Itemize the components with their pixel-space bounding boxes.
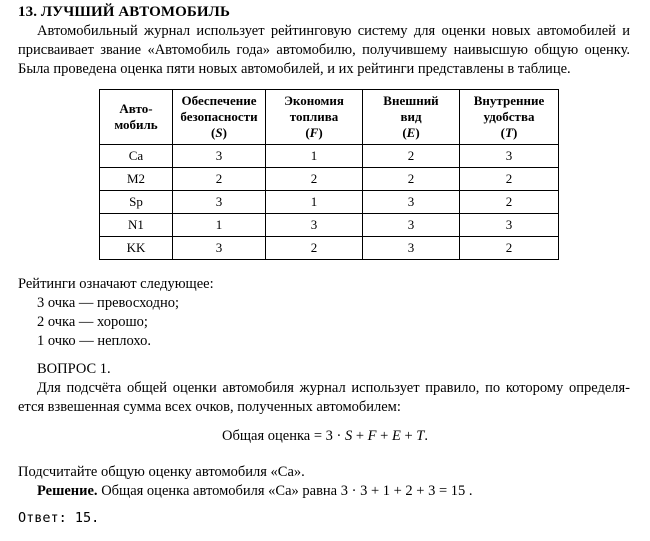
- cell-safety: 3: [173, 191, 266, 214]
- cell-car: Ca: [100, 145, 173, 168]
- score-formula: [0, 428, 650, 445]
- cell-exterior: 2: [363, 145, 460, 168]
- header-exterior-line1: Внешний: [383, 93, 439, 108]
- header-interior-var: T: [505, 125, 513, 140]
- cell-car: M2: [100, 168, 173, 191]
- header-fuel-line2: топлива: [289, 109, 339, 124]
- cell-interior: 2: [460, 191, 559, 214]
- formula-var-t: T: [416, 428, 425, 444]
- question-title: ВОПРОС 1.: [37, 361, 111, 377]
- meaning-item: 3 очка — превосходно;: [37, 295, 180, 311]
- formula-plus: +: [400, 428, 417, 444]
- header-fuel: Экономия топлива (F): [266, 90, 363, 145]
- table-row: [100, 145, 559, 168]
- header-car: [100, 90, 173, 145]
- formula-plus: +: [376, 428, 392, 444]
- header-exterior-var: E: [406, 125, 416, 140]
- table-row: [100, 214, 559, 237]
- task-text: Подсчитайте общую оценку автомобиля «Ca».: [18, 464, 305, 480]
- intro-paragraph: [18, 22, 630, 79]
- cell-exterior: 3: [363, 237, 460, 260]
- cell-fuel: 1: [266, 145, 363, 168]
- header-exterior-line2: вид: [400, 109, 422, 124]
- meaning-item: 1 очко — неплохо.: [37, 333, 152, 349]
- table-row: [100, 191, 559, 214]
- formula-lhs: Общая оценка = 3 ·: [222, 428, 345, 444]
- intro-text: Автомобильный журнал использует рейтинговую систему для оценки новых автомобилей и присваивает звание «Автомобиль года» автомобилю, получившему наивысшую общую оценку. Была проведена оценка пяти новых автомобилей, и их рейтинги представлены в таблице.: [18, 23, 630, 77]
- cell-interior: 2: [460, 168, 559, 191]
- cell-safety: 1: [173, 214, 266, 237]
- ratings-table: [99, 89, 559, 260]
- cell-safety: 2: [173, 168, 266, 191]
- cell-safety: 3: [173, 237, 266, 260]
- question-text: [18, 379, 630, 417]
- table-row: [100, 237, 559, 260]
- header-exterior: Внешний вид (E): [363, 90, 460, 145]
- header-interior: Внутренние удобства (T): [460, 90, 559, 145]
- cell-fuel: 3: [266, 214, 363, 237]
- question-text-body: Для подсчёта общей оценки автомобиля журнал использует правило, по которому определя-ется взвешенная сумма всех очков, полученных автомобилем:: [18, 380, 630, 415]
- formula-var-s: S: [344, 428, 353, 444]
- header-car-line2: мобиль: [114, 117, 158, 132]
- problem-title: 13. ЛУЧШИЙ АВТОМОБИЛЬ: [18, 4, 230, 20]
- cell-car: KK: [100, 237, 173, 260]
- header-safety: Обеспечение безопасности (S): [173, 90, 266, 145]
- question-block: [18, 360, 630, 417]
- answer-text: Ответ: 15.: [18, 510, 100, 526]
- cell-fuel: 1: [266, 191, 363, 214]
- header-safety-line1: Обеспечение: [181, 93, 257, 108]
- cell-exterior: 3: [363, 214, 460, 237]
- formula-end: .: [424, 428, 428, 444]
- meaning-item: 2 очка — хорошо;: [37, 314, 148, 330]
- cell-safety: 3: [173, 145, 266, 168]
- formula-var-f: F: [367, 428, 377, 444]
- solution-text: Общая оценка автомобиля «Ca» равна 3 · 3 + 1 + 2 + 3 = 15 .: [97, 483, 473, 499]
- header-car-line1: Авто-: [119, 101, 153, 116]
- cell-car: Sp: [100, 191, 173, 214]
- cell-exterior: 2: [363, 168, 460, 191]
- cell-fuel: 2: [266, 168, 363, 191]
- ratings-meaning: [18, 275, 214, 351]
- cell-interior: 3: [460, 214, 559, 237]
- solution-block: [37, 482, 473, 501]
- cell-interior: 3: [460, 145, 559, 168]
- header-fuel-var: F: [309, 125, 319, 140]
- formula-plus: +: [352, 428, 368, 444]
- cell-fuel: 2: [266, 237, 363, 260]
- cell-exterior: 3: [363, 191, 460, 214]
- cell-car: N1: [100, 214, 173, 237]
- header-safety-line2: безопасности: [180, 109, 258, 124]
- header-fuel-line1: Экономия: [284, 93, 344, 108]
- header-interior-line1: Внутренние: [473, 93, 545, 108]
- table-header-row: [100, 90, 559, 145]
- header-safety-var: S: [215, 125, 223, 140]
- table-row: [100, 168, 559, 191]
- solution-lead: Решение.: [37, 483, 98, 499]
- cell-interior: 2: [460, 237, 559, 260]
- formula-var-e: E: [391, 428, 401, 444]
- header-interior-line2: удобства: [483, 109, 535, 124]
- meaning-heading: Рейтинги означают следующее:: [18, 276, 214, 292]
